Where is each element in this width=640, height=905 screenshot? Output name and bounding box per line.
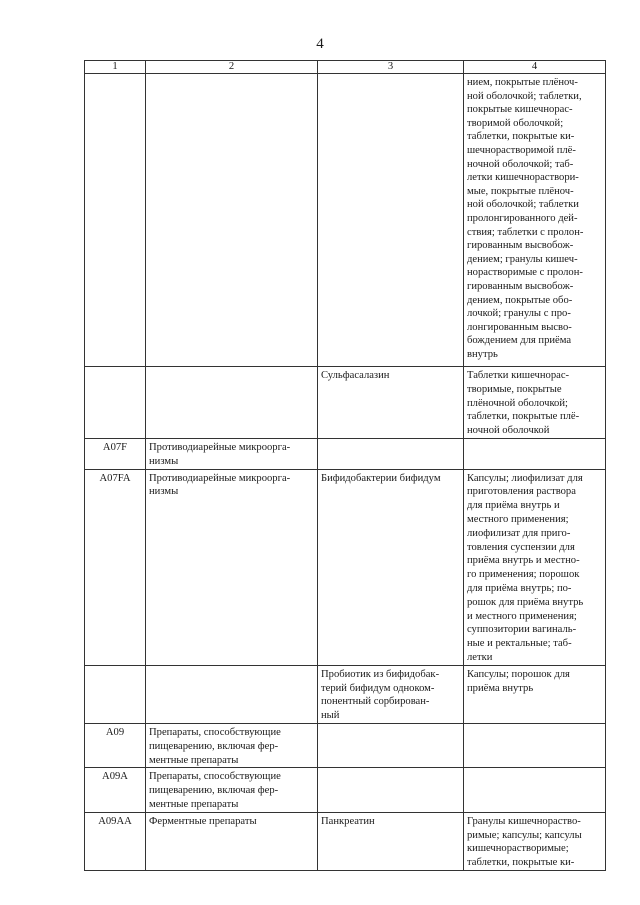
group-name-cell: Противодиарейные микроорга- низмы <box>146 469 318 665</box>
dosage-forms-cell: Гранулы кишечнораство- римые; капсулы; капсулы кишечнорастворимые; таблетки, покрытые ки- <box>464 812 606 870</box>
atc-code-cell: A09AA <box>85 812 146 870</box>
dosage-forms-cell: Таблетки кишечнорас- творимые, покрытые плёночной оболочкой; таблетки, покрытые плё- ночной оболочкой <box>464 367 606 439</box>
atc-code-cell: A07F <box>85 438 146 469</box>
header-cell-3: 3 <box>318 61 464 74</box>
drug-name-cell: Бифидобактерии бифидум <box>318 469 464 665</box>
drug-name-cell: Панкреатин <box>318 812 464 870</box>
dosage-forms-cell <box>464 438 606 469</box>
group-name-cell: Противодиарейные микроорга- низмы <box>146 438 318 469</box>
group-name-cell: Препараты, способствующие пищеварению, включая фер- ментные препараты <box>146 723 318 767</box>
group-name-cell <box>146 665 318 723</box>
group-name-cell <box>146 367 318 439</box>
atc-code-cell <box>85 367 146 439</box>
group-name-cell: Ферментные препараты <box>146 812 318 870</box>
table-row <box>85 469 606 665</box>
table-row <box>85 367 606 439</box>
dosage-forms-cell <box>464 768 606 812</box>
drug-name-cell: Пробиотик из бифидобак- терий бифидум одноком- понентный сорбирован- ный <box>318 665 464 723</box>
table-row <box>85 812 606 870</box>
group-name-cell <box>146 74 318 367</box>
dosage-forms-cell <box>464 723 606 767</box>
dosage-forms-cell: нием, покрытые плёноч- ной оболочкой; таблетки, покрытые кишечнорас- творимой оболочкой; таблетки, покрытые ки- шечнорастворимой плё- ночной оболочкой; таб- летки кишечнораствори- мые, покрытые плёноч- ной оболочкой; таблетки пролонгированного дей- ствия; таблетки с пролон- гированным высвобож- дением; гранулы кишеч- норастворимые с пролон- гированным высвобож- дением, покрытые обо- лочкой; гранулы с про- лонгированным высво- бождением для приёма внутрь <box>464 74 606 367</box>
drug-name-cell <box>318 768 464 812</box>
drug-list-table <box>84 60 606 871</box>
dosage-forms-cell: Капсулы; лиофилизат для приготовления раствора для приёма внутрь и местного применения; лиофилизат для приго- товления суспензии для приёма внутрь и местно- го применения; порошок для приёма внутрь; по- рошок для приёма внутрь и местного применения; суппозитории вагиналь- ные и ректальные; таб- летки <box>464 469 606 665</box>
atc-code-cell: A09A <box>85 768 146 812</box>
dosage-forms-cell: Капсулы; порошок для приёма внутрь <box>464 665 606 723</box>
header-cell-4: 4 <box>464 61 606 74</box>
drug-name-cell: Сульфасалазин <box>318 367 464 439</box>
table-row <box>85 723 606 767</box>
group-name-cell: Препараты, способствующие пищеварению, включая фер- ментные препараты <box>146 768 318 812</box>
atc-code-cell: A07FA <box>85 469 146 665</box>
drug-name-cell <box>318 438 464 469</box>
table-row <box>85 438 606 469</box>
page-number: 4 <box>316 36 324 52</box>
drug-name-cell <box>318 74 464 367</box>
drug-name-cell <box>318 723 464 767</box>
atc-code-cell <box>85 665 146 723</box>
atc-code-cell: A09 <box>85 723 146 767</box>
atc-code-cell <box>85 74 146 367</box>
table-row <box>85 74 606 367</box>
table-row <box>85 768 606 812</box>
header-cell-1: 1 <box>85 61 146 74</box>
table-row <box>85 665 606 723</box>
header-row <box>85 61 606 74</box>
header-cell-2: 2 <box>146 61 318 74</box>
